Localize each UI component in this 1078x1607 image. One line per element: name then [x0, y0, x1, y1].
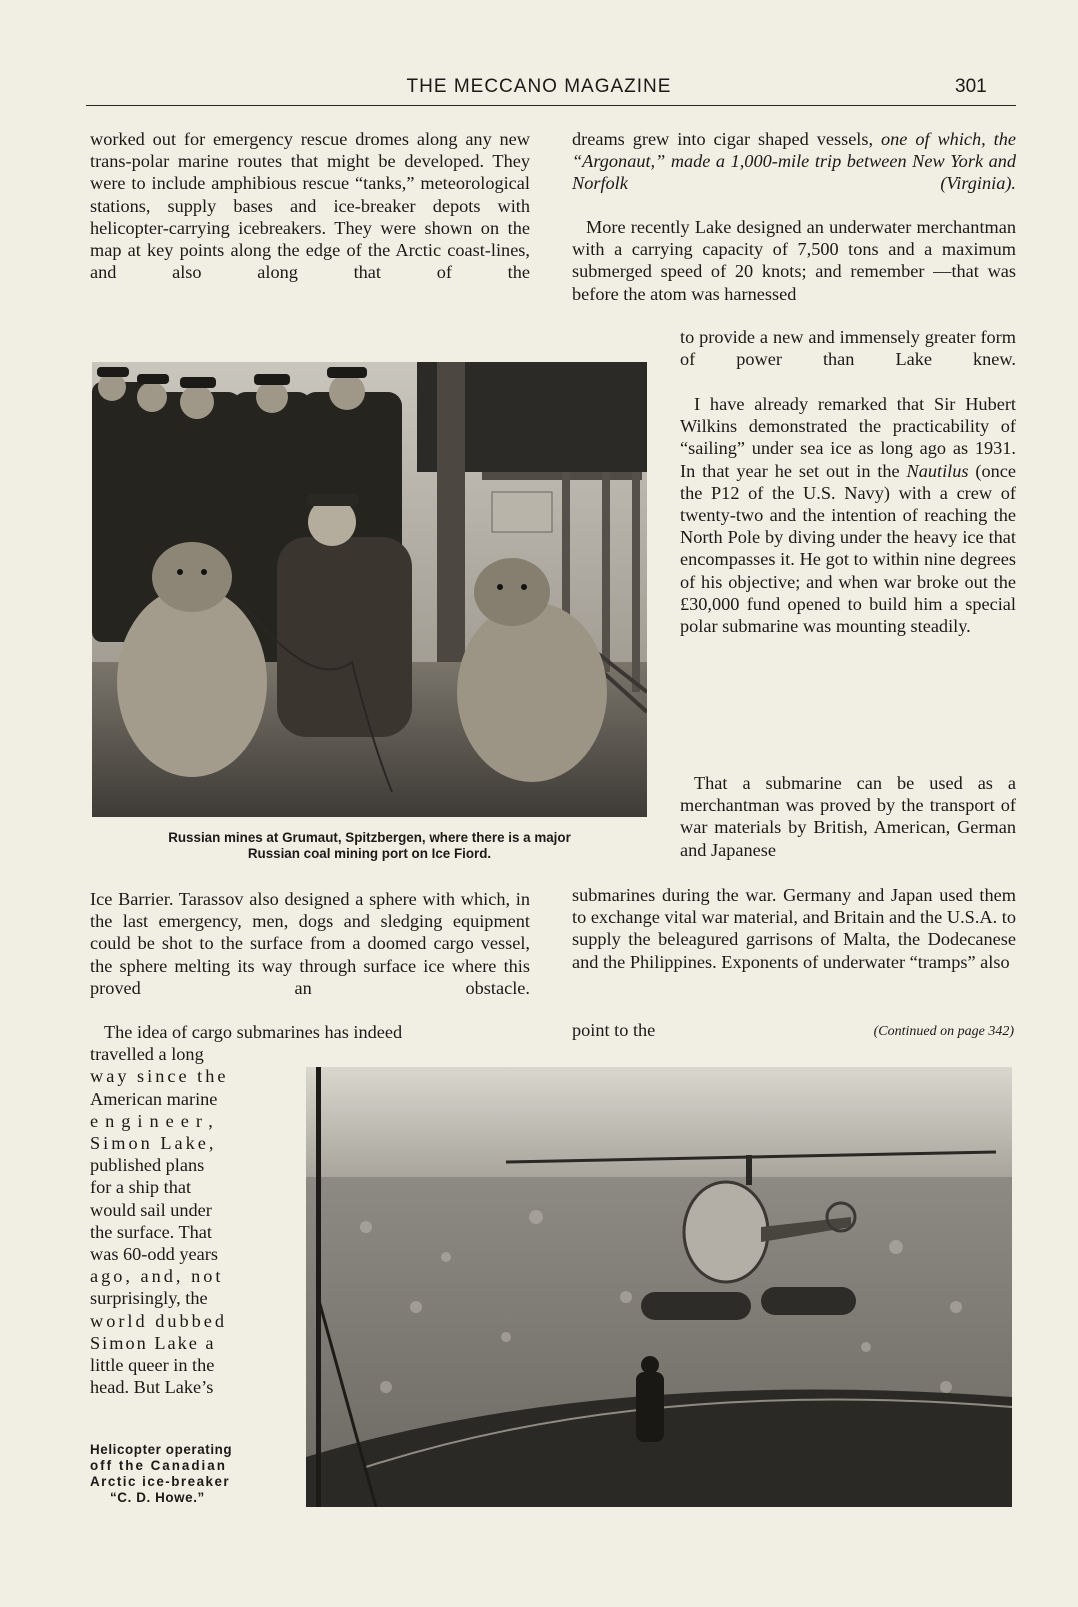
para3-line-16: little queer in the — [90, 1355, 215, 1376]
heli-caption-line-4: “C. D. Howe.” — [110, 1490, 205, 1505]
right-paragraph-1 — [572, 128, 1016, 217]
dogs-caption-line-2: Russian coal mining port on Ice Fiord. — [247, 846, 492, 861]
heli-caption-line-2: off the Canadian — [90, 1458, 227, 1473]
para3-line-6: Simon Lake, — [90, 1133, 217, 1154]
right-paragraph-4-end — [572, 1019, 1016, 1041]
right-paragraph-3 — [680, 393, 1016, 637]
right-paragraph-2: More recently Lake designed an underwater merchantman with a carrying capacity of 7,500 tons and a maximum submerged speed of 20 knots; and remember —that was before the atom was harnessed — [572, 217, 1016, 304]
right-para1-italic: one of which, the “Argonaut,” made a 1,000-mile trip between New York and Norfolk (Virginia). — [572, 129, 1016, 194]
right-para3-text-a: I have already remarked that Sir Hubert Wilkins demonstrated the practicability of “sailing” under sea ice as long ago as 1931. In that year he set out in the — [680, 394, 1016, 481]
para3-line-14: world dubbed — [90, 1310, 228, 1331]
header-rule — [86, 105, 1016, 106]
heli-caption-line-1: Helicopter operating — [90, 1442, 233, 1457]
page-number: 301 — [955, 76, 987, 97]
para3-line-10: the surface. That — [90, 1221, 212, 1242]
magazine-title: THE MECCANO MAGAZINE — [406, 76, 672, 97]
para3-line-7: published plans — [90, 1155, 205, 1176]
right-paragraph-4-continued: submarines during the war. Germany and Japan used them to exchange vital war material, and Britain and the U.S.A. to supply the beleagured garrisons of Malta, the Dodecanese and the Philippines. Exponents of underwater “tramps” also — [572, 885, 1016, 972]
para3-line-17: head. But Lake’s — [90, 1377, 214, 1398]
para3-line-5: engineer, — [90, 1110, 220, 1131]
left-paragraph-2: Ice Barrier. Tarassov also designed a sphere with which, in the last emergency, men, dogs and sledging equipment could be shot to the surface from a doomed cargo vessel, the sphere melting its way through surface ice where this proved an obstacle. — [90, 889, 530, 998]
dogs-photo-caption — [92, 830, 647, 862]
right-para4-end-text: point to the — [572, 1020, 656, 1040]
para3-line-4: American marine — [90, 1088, 218, 1109]
para3-line-8: for a ship that — [90, 1177, 192, 1198]
right-paragraph-4: That a submarine can be used as a merchantman was proved by the transport of war materials by British, American, German and Japanese — [680, 773, 1016, 860]
para3-line-9: would sail under — [90, 1199, 212, 1220]
para3-line-1: The idea of cargo submarines has indeed — [104, 1022, 403, 1042]
photo-helicopter-icebreaker — [306, 1067, 1012, 1507]
right-para3-nautilus: Nautilus — [906, 460, 969, 481]
continued-note: (Continued on page 342) — [873, 1024, 1014, 1039]
helicopter-photo-caption — [90, 1442, 280, 1506]
right-para3-text-b: (once the P12 of the U.S. Navy) with a crew of twenty-two and the intention of reaching the North Pole by diving under the heavy ice that encompasses it. He got to within nine degrees of his objective; and when war broke out the £30,000 fund opened to build him a special polar submarine was mounting steadily. — [680, 460, 1016, 637]
right-para1-start: dreams grew into cigar shaped vessels, — [572, 129, 874, 149]
photo-russian-miners-dogs — [92, 362, 647, 817]
para3-line-13: surprisingly, the — [90, 1288, 208, 1309]
heli-caption-line-3: Arctic ice-breaker — [90, 1474, 231, 1489]
para3-line-12: ago, and, not — [90, 1266, 224, 1287]
para3-line-2: travelled a long — [90, 1044, 204, 1065]
para3-line-15: Simon Lake a — [90, 1332, 216, 1353]
para3-line-11: was 60-odd years — [90, 1244, 218, 1265]
dogs-caption-line-1: Russian mines at Grumaut, Spitzbergen, where there is a major — [168, 830, 571, 845]
left-paragraph-1: worked out for emergency rescue dromes along any new trans-polar marine routes that might be developed. They were to include amphibious rescue “tanks,” meteorological stations, supply bases and ice-breaker depots with helicopter-carrying icebreakers. They were shown on the map at key points along the edge of the Arctic coast-lines, and also along that of the — [90, 129, 530, 283]
para3-line-3: way since the — [90, 1066, 229, 1087]
right-paragraph-2-continued: to provide a new and immensely greater form of power than Lake knew. — [680, 327, 1016, 370]
